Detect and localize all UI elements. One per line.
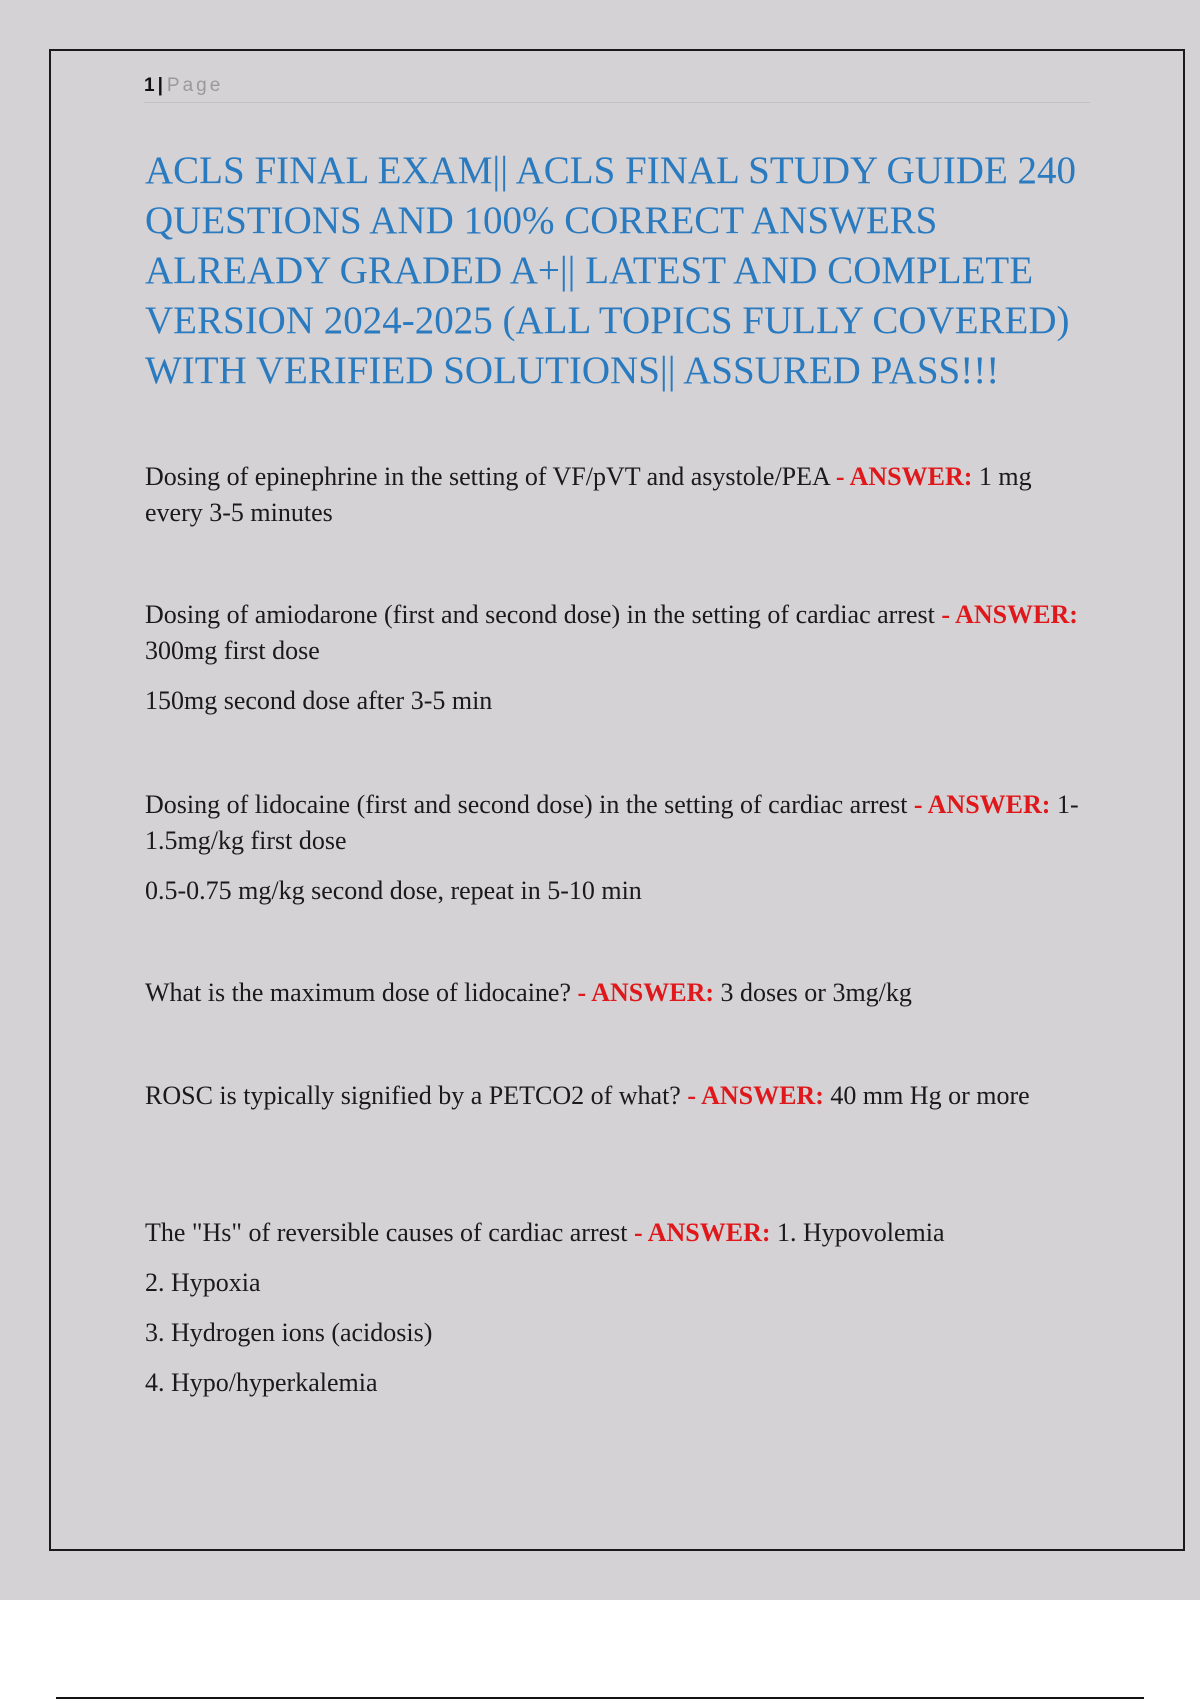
page-label: Page [166,75,224,96]
question-text: Dosing of lidocaine (first and second dose) in the setting of cardiac arrest [145,790,908,819]
answer-text: 1 mg every 3-5 minutes [145,462,1032,527]
answer-list-item: 3. Hydrogen ions (acidosis) [145,1318,433,1347]
qa-line [145,787,1080,859]
qa-item-hs [145,1215,1080,1401]
answer-label: - ANSWER: [634,1218,771,1247]
qa-line [145,597,1080,669]
question-text: ROSC is typically signified by a PETCO2 of what? [145,1081,681,1110]
answer-label: - ANSWER: [941,600,1078,629]
qa-item-lidocaine [145,787,1080,909]
page-separator: | [157,75,163,96]
answer-continuation: 150mg second dose after 3-5 min [145,686,493,715]
answer-text: 1. Hypovolemia [777,1218,945,1247]
qa-item-rosc [145,1078,1080,1114]
answer-label: - ANSWER: [913,790,1051,819]
answer-list-item: 2. Hypoxia [145,1268,261,1297]
answer-label: - ANSWER: [835,462,973,491]
question-text: Dosing of amiodarone (first and second dose) in the setting of cardiac arrest [145,600,935,629]
answer-label: - ANSWER: [687,1081,824,1110]
qa-item-amiodarone [145,597,1080,719]
answer-text: 300mg first dose [145,636,320,665]
page-number: 1 [144,75,155,96]
question-text: Dosing of epinephrine in the setting of VF/pVT and asystole/PEA [145,462,830,491]
qa-line [145,975,1080,1011]
qa-line [145,459,1080,531]
answer-text: 3 doses or 3mg/kg [720,978,912,1007]
answer-text: 1-1.5mg/kg first dose [145,790,1079,855]
qa-item-lidocaine-max [145,975,1080,1011]
qa-line [145,1078,1080,1114]
document-title: ACLS FINAL EXAM|| ACLS FINAL STUDY GUIDE 240 QUESTIONS AND 100% CORRECT ANSWERS ALREADY GRADED A+|| LATEST AND COMPLETE VERSION 2024-2025 (ALL TOPICS FULLY COVERED) WITH VERIFIED SOLUTIONS|| ASSURED PASS!!! [145,149,1077,392]
qa-item-epinephrine [145,459,1080,531]
qa-line [145,1215,1080,1251]
answer-list-item: 4. Hypo/hyperkalemia [145,1368,378,1397]
answer-text: 40 mm Hg or more [830,1081,1030,1110]
answer-continuation: 0.5-0.75 mg/kg second dose, repeat in 5-10 min [145,876,642,905]
answer-label: - ANSWER: [577,978,715,1007]
next-page-rule [56,1697,1144,1699]
question-text: What is the maximum dose of lidocaine? [145,978,571,1007]
page-header [144,74,1090,103]
question-text: The "Hs" of reversible causes of cardiac arrest [145,1218,628,1247]
